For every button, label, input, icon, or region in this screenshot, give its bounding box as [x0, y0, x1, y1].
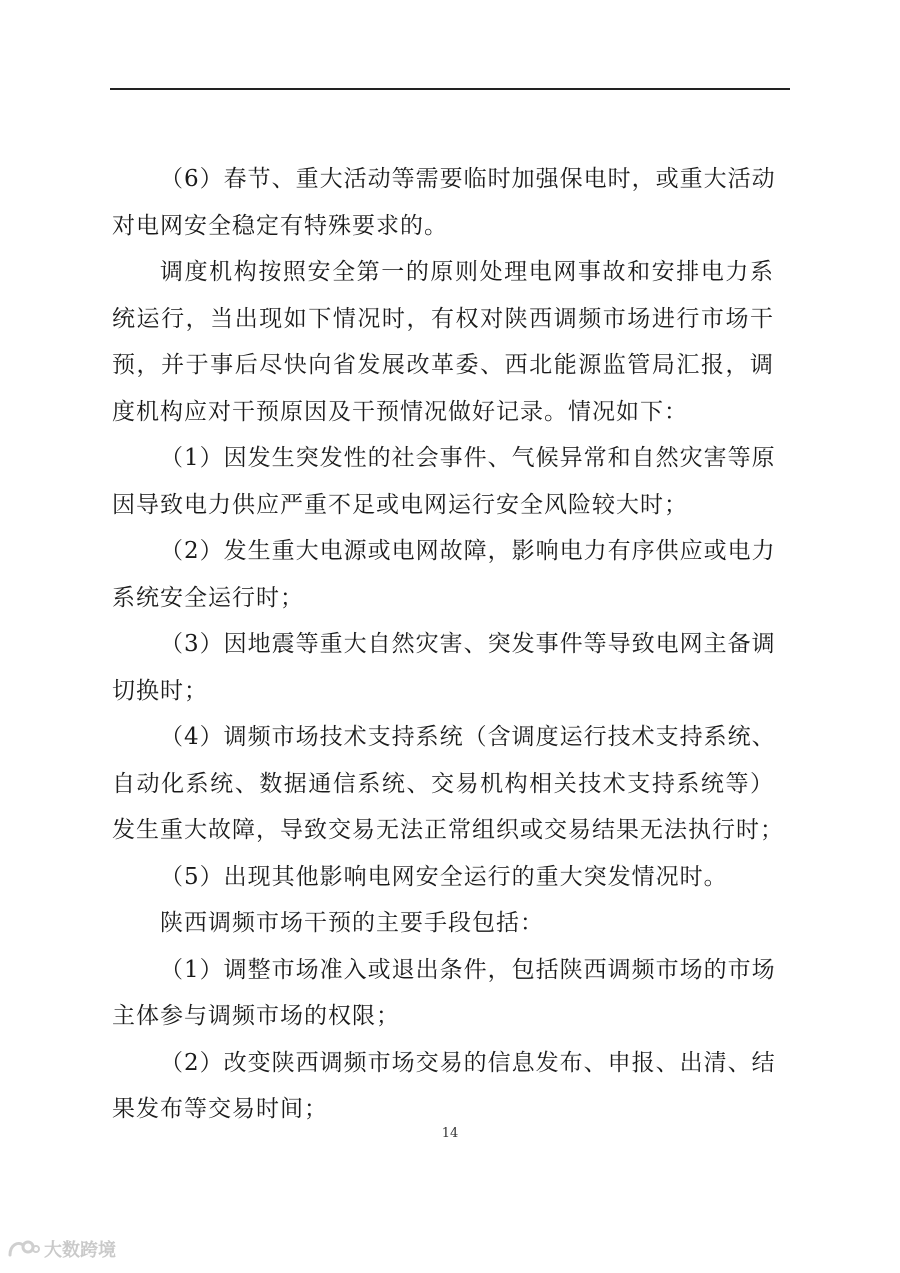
watermark [6, 1236, 116, 1262]
document-body [112, 156, 784, 1133]
text-line: 度机构应对干预原因及干预情况做好记录。情况如下： [112, 398, 688, 425]
text-line: 统运行，当出现如下情况时，有权对陕西调频市场进行市场干 [112, 305, 774, 332]
text-line: 陕西调频市场干预的主要手段包括： [160, 910, 544, 936]
text-line: 切换时； [112, 677, 208, 704]
text-line: （5）出现其他影响电网安全运行的重大突发情况时。 [160, 863, 728, 890]
text-line: （3）因地震等重大自然灾害、突发事件等导致电网主备调 [160, 631, 776, 657]
watermark-logo-icon [6, 1237, 40, 1261]
text-line: （1）调整市场准入或退出条件，包括陕西调频市场的市场 [160, 956, 776, 983]
text-line: 发生重大故障，导致交易无法正常组织或交易结果无法执行时； [112, 817, 784, 843]
text-line: （2）发生重大电源或电网故障，影响电力有序供应或电力 [160, 538, 776, 564]
text-line: （2）改变陕西调频市场交易的信息发布、申报、出清、结 [160, 1049, 776, 1076]
text-line: 预，并于事后尽快向省发展改革委、西北能源监管局汇报，调 [112, 352, 774, 378]
page-number: 14 [441, 1126, 459, 1141]
text-line: （6）春节、重大活动等需要临时加强保电时，或重大活动 [160, 166, 776, 192]
text-line: 调度机构按照安全第一的原则处理电网事故和安排电力系 [160, 259, 774, 285]
text-line: 主体参与调频市场的权限； [112, 1003, 400, 1029]
watermark-text: 大数跨境 [44, 1240, 116, 1261]
text-line: （4）调频市场技术支持系统（含调度运行技术支持系统、 [160, 724, 776, 750]
text-line: 自动化系统、数据通信系统、交易机构相关技术支持系统等） [112, 770, 774, 797]
text-line: 果发布等交易时间； [112, 1096, 328, 1122]
text-line: 系统安全运行时； [112, 584, 304, 611]
text-line: （1）因发生突发性的社会事件、气候异常和自然灾害等原 [160, 445, 776, 471]
header-rule [110, 88, 790, 90]
text-line: 因导致电力供应严重不足或电网运行安全风险较大时； [112, 491, 688, 518]
text-line: 对电网安全稳定有特殊要求的。 [112, 212, 448, 239]
